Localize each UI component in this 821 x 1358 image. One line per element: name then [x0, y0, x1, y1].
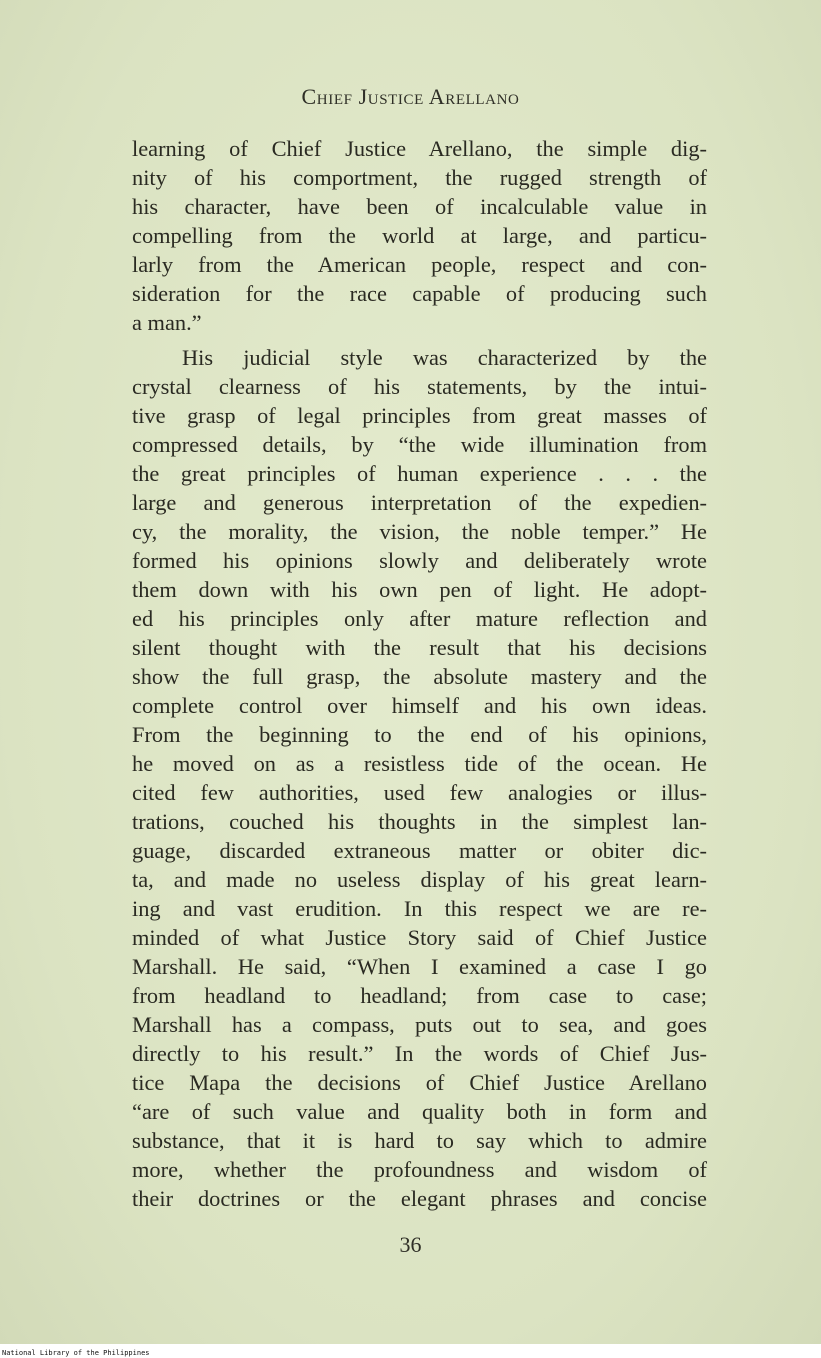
text-line: From the beginning to the end of his opinions, [132, 722, 707, 747]
text-line: silent thought with the result that his decisions [132, 635, 707, 660]
text-line: His judicial style was characterized by the [182, 345, 707, 370]
text-line: his character, have been of incalculable value in [132, 194, 707, 219]
text-line: guage, discarded extraneous matter or obiter dic- [132, 838, 707, 863]
text-line: complete control over himself and his own ideas. [132, 693, 707, 718]
text-line: learning of Chief Justice Arellano, the simple dig- [132, 136, 707, 161]
text-line: from headland to headland; from case to case; [132, 983, 707, 1008]
text-line: the great principles of human experience . . . the [132, 461, 707, 486]
running-head: Chief Justice Arellano [301, 84, 520, 109]
text-line: cy, the morality, the vision, the noble temper.” He [132, 519, 707, 544]
body-text [132, 134, 707, 1213]
text-line: formed his opinions slowly and deliberately wrote [132, 548, 707, 573]
paragraph-continuation [132, 134, 707, 337]
text-line: “are of such value and quality both in form and [132, 1099, 707, 1124]
text-line: larly from the American people, respect and con- [132, 252, 707, 277]
text-line: large and generous interpretation of the expedien- [132, 490, 707, 515]
text-line: a man.” [132, 310, 202, 335]
text-line: he moved on as a resistless tide of the ocean. He [132, 751, 707, 776]
text-line: ta, and made no useless display of his great learn- [132, 867, 707, 892]
text-line: crystal clearness of his statements, by the intui- [132, 374, 707, 399]
text-line: trations, couched his thoughts in the simplest lan- [132, 809, 707, 834]
text-line: ing and vast erudition. In this respect we are re- [132, 896, 707, 921]
paragraph-judicial-style [132, 343, 707, 1213]
text-line: show the full grasp, the absolute mastery and the [132, 664, 707, 689]
text-line: compelling from the world at large, and particu- [132, 223, 707, 248]
text-line: compressed details, by “the wide illumination from [132, 432, 707, 457]
text-line: ed his principles only after mature reflection and [132, 606, 707, 631]
text-line: nity of his comportment, the rugged strength of [132, 165, 707, 190]
text-line: directly to his result.” In the words of Chief Jus- [132, 1041, 707, 1066]
page-number: 36 [399, 1232, 422, 1257]
text-line: Marshall. He said, “When I examined a case I go [132, 954, 707, 979]
text-line: them down with his own pen of light. He adopt- [132, 577, 707, 602]
text-line: sideration for the race capable of producing such [132, 281, 707, 306]
text-line: Marshall has a compass, puts out to sea, and goes [132, 1012, 707, 1037]
text-line: substance, that it is hard to say which to admire [132, 1128, 707, 1153]
scan-credit: National Library of the Philippines [2, 1349, 150, 1357]
text-line: their doctrines or the elegant phrases and concise [132, 1186, 707, 1211]
text-line: more, whether the profoundness and wisdom of [132, 1157, 707, 1182]
text-line: tive grasp of legal principles from great masses of [132, 403, 707, 428]
text-line: minded of what Justice Story said of Chief Justice [132, 925, 707, 950]
text-line: cited few authorities, used few analogies or illus- [132, 780, 707, 805]
text-line: tice Mapa the decisions of Chief Justice Arellano [132, 1070, 707, 1095]
